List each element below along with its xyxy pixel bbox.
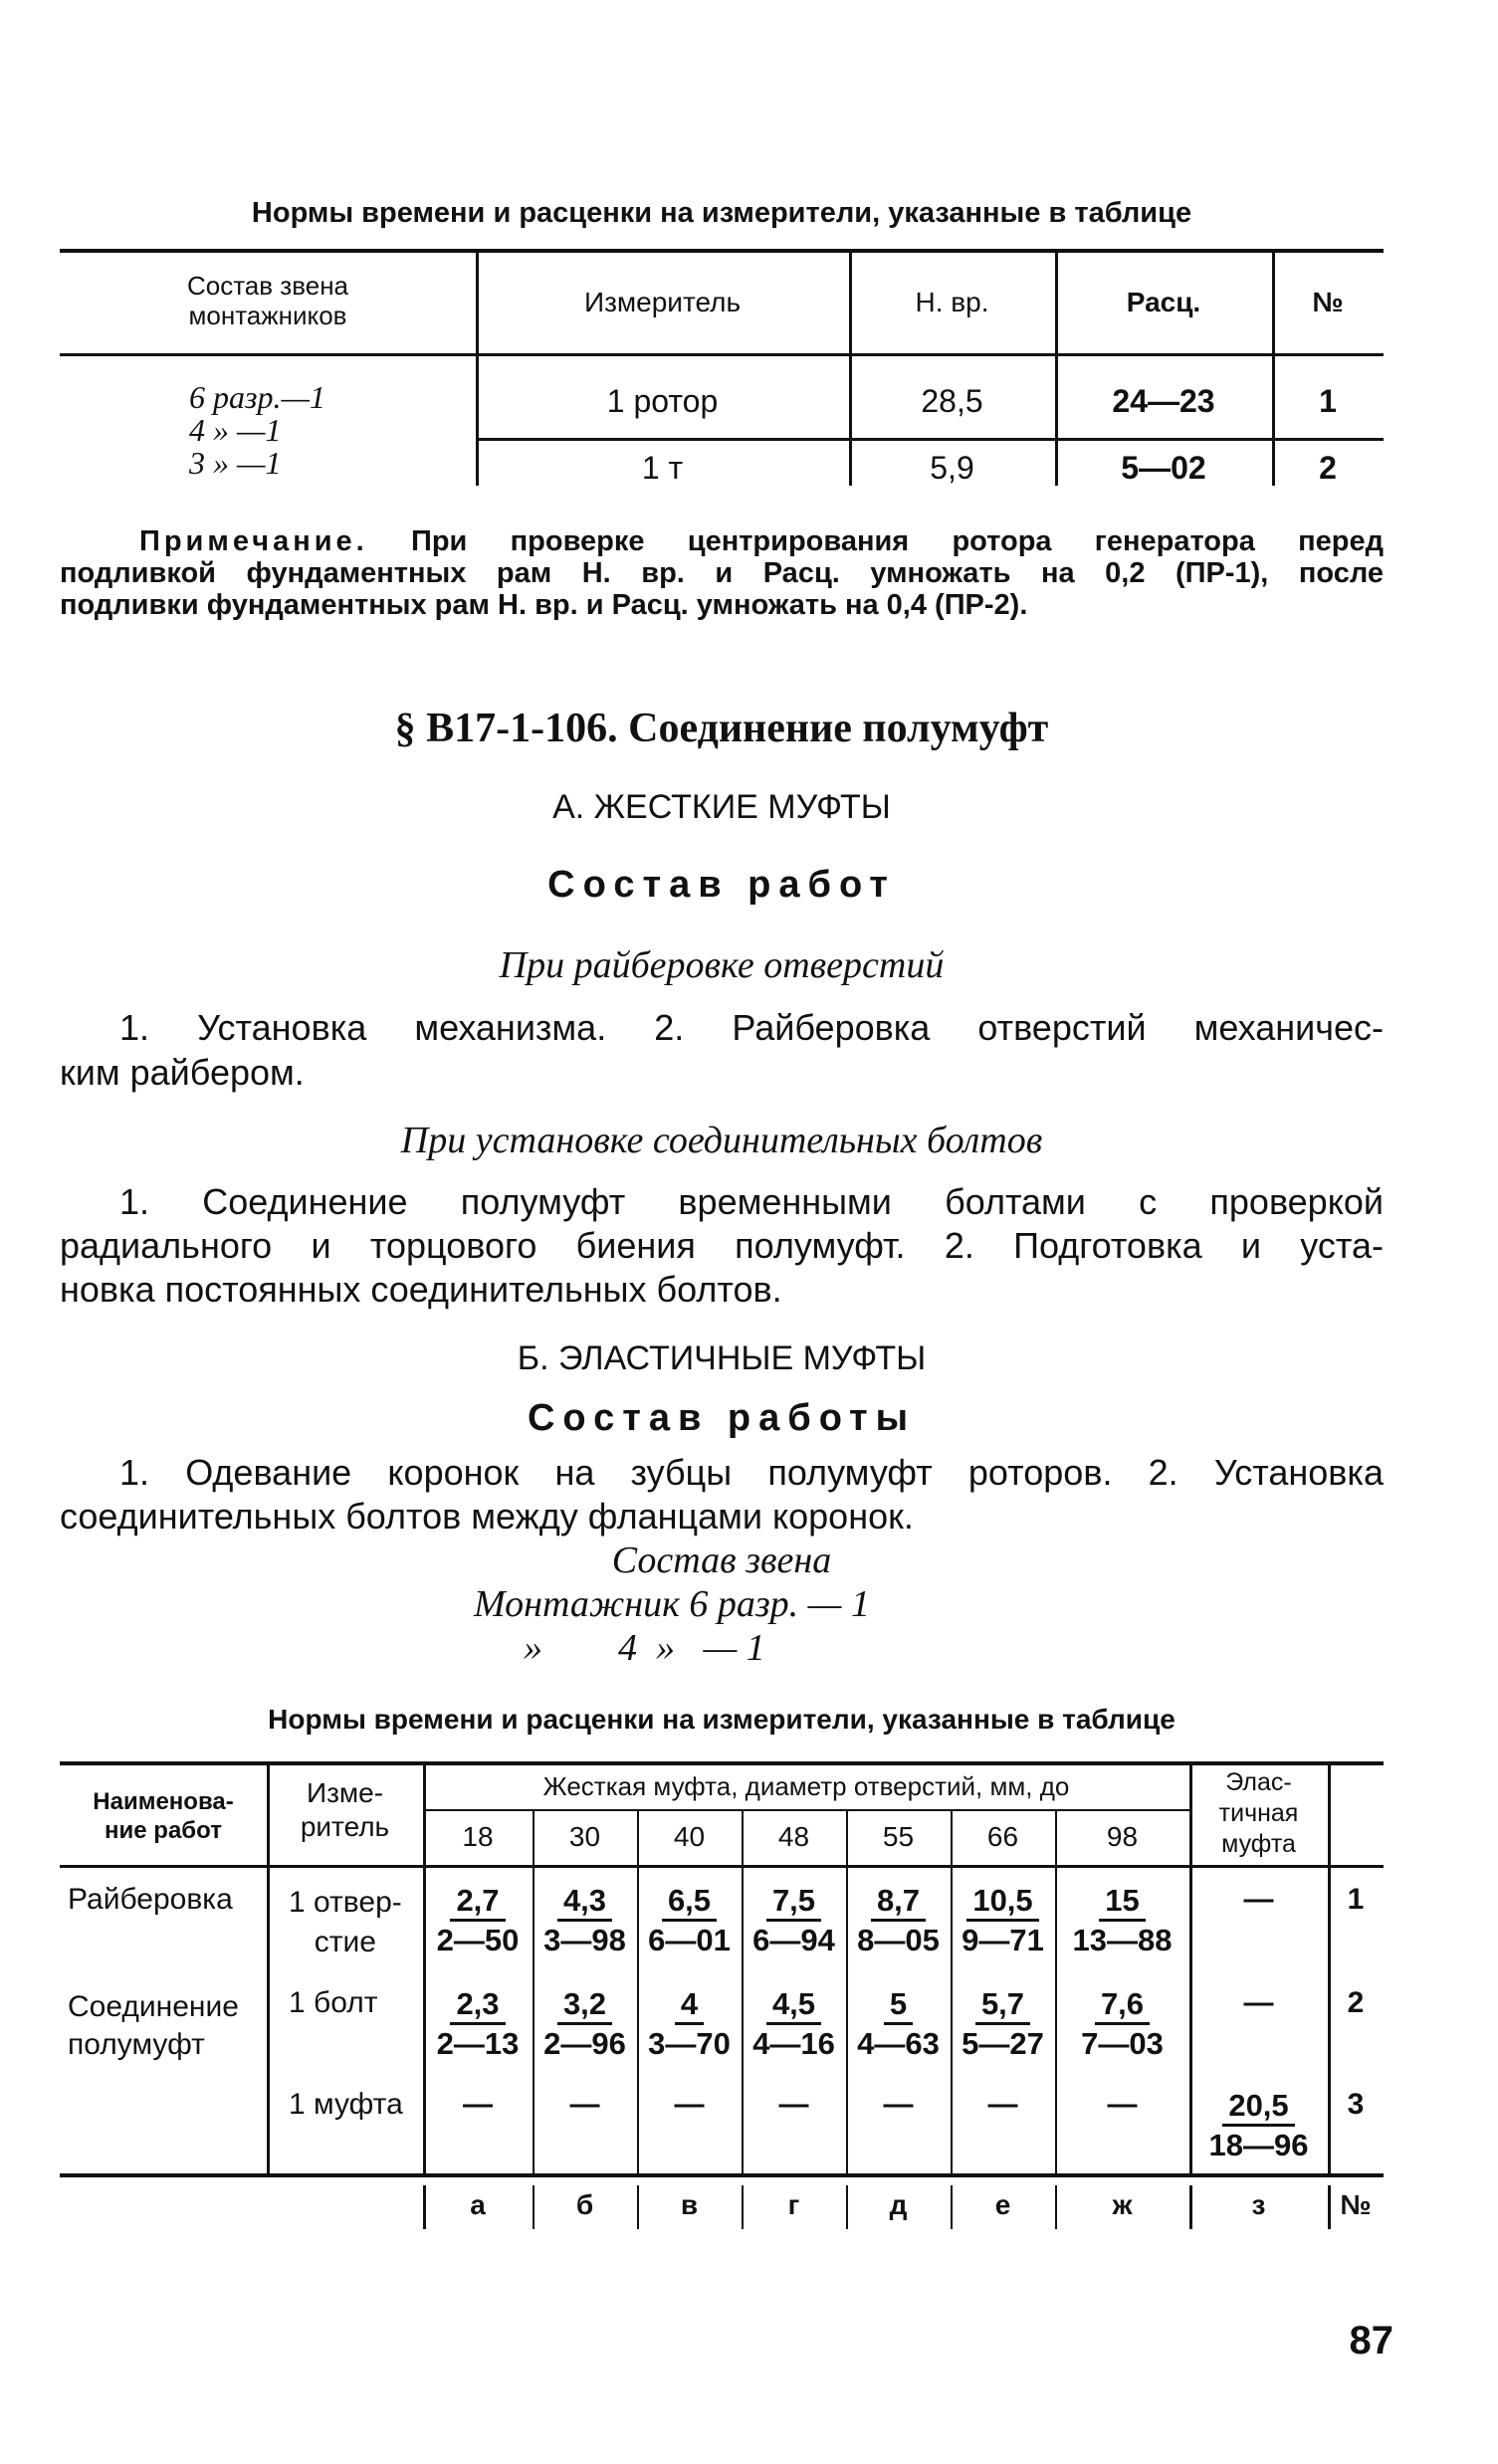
col-letter-no: № <box>1340 2189 1372 2220</box>
table2-r1-elastic: — <box>1243 1883 1274 1916</box>
table2-row2-measure: 1 болт <box>289 1986 378 2019</box>
table2-r3-d98: — <box>1107 2088 1138 2121</box>
table1-row1-no: 1 <box>1319 383 1337 419</box>
table2-r3-no: 3 <box>1347 2088 1365 2121</box>
table2-header-d48: 48 <box>777 1821 810 1852</box>
crew-line-1: Монтажник 6 разр. — 1 <box>474 1583 870 1625</box>
col-letter-d: д <box>889 2189 908 2220</box>
table2-header-d30: 30 <box>568 1821 601 1852</box>
table2-row1-measure: 1 отвер- стие <box>289 1886 402 1958</box>
table2-r1-d48: $\frac{7,5}{6—94}$ <box>752 1883 835 1957</box>
table2-r1-d66: $\frac{10,5}{9—71}$ <box>962 1883 1044 1957</box>
table2-r3-d48: — <box>778 2088 809 2121</box>
table2-r2-d30: $\frac{3,2}{2—96}$ <box>543 1986 626 2061</box>
table1-row2-no: 2 <box>1319 450 1337 486</box>
table2-r2-d66: $\frac{5,7}{5—27}$ <box>962 1986 1044 2061</box>
table1-header-no: № <box>1312 287 1344 317</box>
table2-caption: Нормы времени и расценки на измерители, указанные в таблице <box>268 1704 1176 1735</box>
table1-row1-measure: 1 ротор <box>606 383 719 419</box>
table2-r1-d18: $\frac{2,7}{2—50}$ <box>436 1883 520 1957</box>
table2-header-work: Наименова- ние работ <box>93 1788 234 1844</box>
crew-line-2: » 4 » — 1 <box>524 1627 765 1669</box>
table2-r3-elastic: $\frac{20,5}{18—96}$ <box>1208 2088 1309 2162</box>
section-title: § В17-1-106. Соединение полумуфт <box>394 706 1049 751</box>
table2-r2-d40: $\frac{4}{3—70}$ <box>648 1986 731 2061</box>
table2-r3-d30: — <box>569 2088 600 2121</box>
table2-row3-measure: 1 муфта <box>289 2088 403 2121</box>
table1-crew-list: 6 разр.—1 4 » —1 3 » —1 <box>189 379 325 481</box>
table1-header-nvr: Н. вр. <box>915 287 989 317</box>
table2-r1-d30: $\frac{4,3}{3—98}$ <box>543 1883 626 1957</box>
table2-r1-d40: $\frac{6,5}{6—01}$ <box>648 1883 731 1957</box>
table2-r3-d66: — <box>987 2088 1018 2121</box>
page-number: 87 <box>1349 2319 1393 2362</box>
work-heading-a: Состав работ <box>547 864 896 906</box>
note-label: Примечание. <box>139 525 368 557</box>
col-letter-a: а <box>470 2189 486 2220</box>
table2-r2-d55: $\frac{5}{4—63}$ <box>857 1986 940 2061</box>
table2-r3-d18: — <box>463 2088 493 2121</box>
table1-row2-nvr: 5,9 <box>930 450 974 486</box>
col-letter-z: з <box>1251 2189 1266 2220</box>
table2-r2-elastic: — <box>1243 1986 1274 2019</box>
table2-header-d55: 55 <box>882 1821 915 1852</box>
table2-r1-d55: $\frac{8,7}{8—05}$ <box>857 1883 940 1957</box>
table1-row1-rasc: 24—23 <box>1112 383 1215 419</box>
table1-row1-nvr: 28,5 <box>921 383 983 419</box>
reaming-text: 1. Установка механизма. 2. Райберовка отверстий механичес- ким райбером. <box>60 1007 1384 1093</box>
col-letter-e: е <box>994 2189 1011 2220</box>
col-letter-g: г <box>787 2189 800 2220</box>
col-letter-v: в <box>680 2189 699 2220</box>
table1-row2-rasc: 5—02 <box>1121 450 1206 486</box>
table2-r1-no: 1 <box>1347 1883 1365 1916</box>
work-heading-b: Состав работы <box>527 1397 917 1439</box>
table2-header-measure: Изме- ритель <box>300 1777 390 1842</box>
table2-r2-no: 2 <box>1347 1986 1365 2019</box>
col-letter-b: б <box>575 2189 594 2220</box>
table1-row2-measure: 1 т <box>641 450 684 486</box>
table2-r1-d98: $\frac{15}{13—88}$ <box>1072 1883 1173 1957</box>
table2-r2-d18: $\frac{2,3}{2—13}$ <box>436 1986 520 2061</box>
bolts-heading: При установке соединительных болтов <box>400 1120 1043 1161</box>
table2-header-rigid: Жесткая муфта, диаметр отверстий, мм, до <box>542 1771 1070 1801</box>
table2-r3-d40: — <box>674 2088 705 2121</box>
reaming-heading: При райберовке отверстий <box>499 944 945 986</box>
table2-header-d18: 18 <box>462 1821 494 1852</box>
table2-header-d40: 40 <box>673 1821 706 1852</box>
subsection-a: А. ЖЕСТКИЕ МУФТЫ <box>552 788 891 826</box>
table2-r3-d55: — <box>883 2088 914 2121</box>
crew-heading: Состав звена <box>611 1540 832 1581</box>
table2-row1-work: Райберовка <box>68 1883 233 1916</box>
table2-header-elastic: Элас- тичная муфта <box>1218 1768 1299 1858</box>
col-letter-zh: ж <box>1112 2189 1133 2220</box>
table1-header-crew: Состав звена монтажников <box>186 271 349 330</box>
table2-header-d66: 66 <box>986 1821 1019 1852</box>
table2-r2-d98: $\frac{7,6}{7—03}$ <box>1081 1986 1164 2061</box>
table1-caption: Нормы времени и расценки на измерители, указанные в таблице <box>251 197 1192 229</box>
table2-row2-work: Соединение полумуфт <box>68 1990 239 2061</box>
table1-header-measure: Измеритель <box>583 287 742 317</box>
elastic-text: 1. Одевание коронок на зубцы полумуфт роторов. 2. Установка соединительных болтов между фланцами коронок. <box>60 1452 1384 1537</box>
subsection-b: Б. ЭЛАСТИЧНЫЕ МУФТЫ <box>517 1339 927 1377</box>
bolts-text: 1. Соединение полумуфт временными болтами с проверкой радиального и торцового биения полумуфт. 2. Подготовка и уста- новка постоянных соединительных болтов. <box>60 1181 1384 1310</box>
note: Примечание. При проверке центрирования ротора генератора перед подливкой фундаментных рам Н. вр. и Расц. умножать на 0,2 (ПР-1), после подливки фундаментных рам Н. вр. и Расц. умножать на 0,4 (ПР-2). <box>60 525 1384 621</box>
table2-header-d98: 98 <box>1106 1821 1139 1852</box>
table2-r2-d48: $\frac{4,5}{4—16}$ <box>752 1986 835 2061</box>
table1-header-rasc: Расц. <box>1126 287 1201 317</box>
